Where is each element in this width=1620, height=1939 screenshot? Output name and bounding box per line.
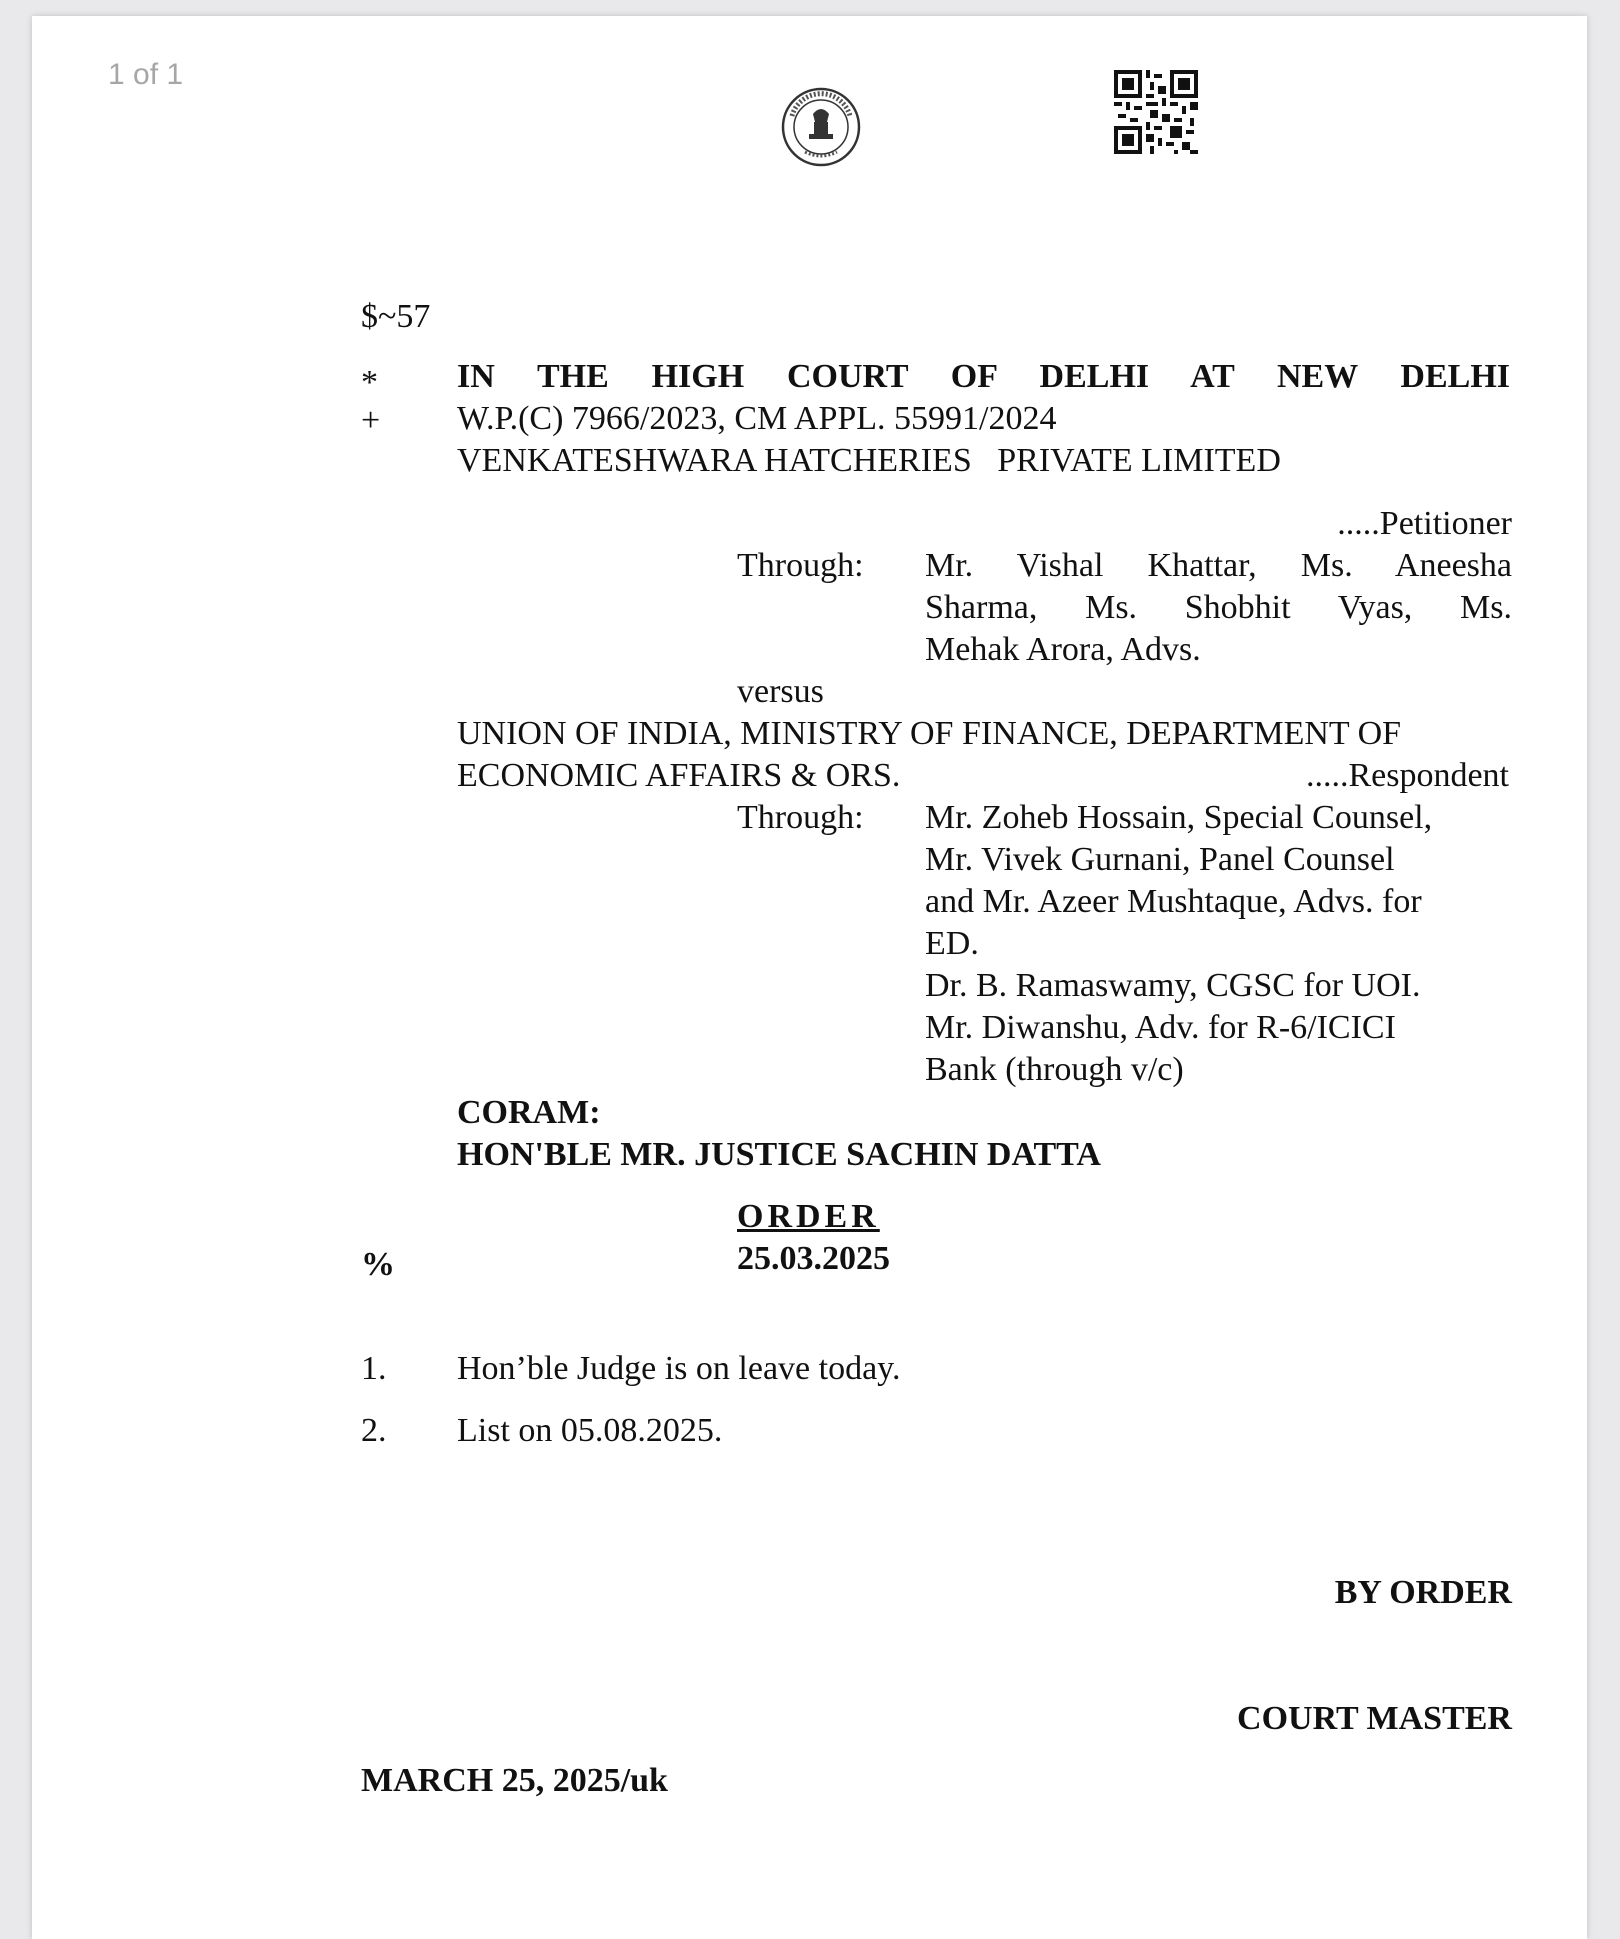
- respondent-counsel-line: Mr. Diwanshu, Adv. for R-6/ICICI: [925, 1009, 1396, 1046]
- percent-marker: %: [361, 1246, 395, 1283]
- paragraph-text: Hon’ble Judge is on leave today.: [457, 1350, 901, 1387]
- paragraph-number: 2.: [361, 1412, 387, 1449]
- versus-text: versus: [737, 673, 824, 710]
- petitioner-counsel-line: Sharma, Ms. Shobhit Vyas, Ms.: [925, 589, 1512, 626]
- court-master-signoff: COURT MASTER: [1237, 1700, 1512, 1737]
- item-number: $~57: [361, 298, 431, 335]
- respondent-role: .....Respondent: [1305, 757, 1509, 794]
- coram-label: CORAM:: [457, 1094, 601, 1131]
- through-label-respondent: Through:: [737, 799, 864, 836]
- star-marker: *: [361, 364, 378, 401]
- petitioner-counsel-line: Mr. Vishal Khattar, Ms. Aneesha: [925, 547, 1512, 584]
- respondent-counsel-line: and Mr. Azeer Mushtaque, Advs. for: [925, 883, 1422, 920]
- paragraph-text: List on 05.08.2025.: [457, 1412, 723, 1449]
- respondent-counsel-line: Mr. Vivek Gurnani, Panel Counsel: [925, 841, 1395, 878]
- petitioner-name: VENKATESHWARA HATCHERIES PRIVATE LIMITED: [457, 442, 1281, 479]
- respondent-counsel-line: Mr. Zoheb Hossain, Special Counsel,: [925, 799, 1433, 836]
- petitioner-counsel-line: Mehak Arora, Advs.: [925, 631, 1201, 668]
- case-number: W.P.(C) 7966/2023, CM APPL. 55991/2024: [457, 400, 1057, 437]
- order-date: 25.03.2025: [737, 1240, 890, 1277]
- respondent-counsel-line: Dr. B. Ramaswamy, CGSC for UOI.: [925, 967, 1421, 1004]
- respondent-counsel-line: ED.: [925, 925, 979, 962]
- qr-code-icon: [1114, 70, 1198, 154]
- page-indicator: 1 of 1: [108, 58, 184, 91]
- petitioner-role: .....Petitioner: [1337, 505, 1512, 542]
- footer-date: MARCH 25, 2025/uk: [361, 1762, 668, 1799]
- judge-name: HON'BLE MR. JUSTICE SACHIN DATTA: [457, 1136, 1101, 1173]
- through-label-petitioner: Through:: [737, 547, 864, 584]
- order-title: ORDER: [737, 1198, 880, 1235]
- court-emblem-icon: [780, 86, 862, 168]
- plus-marker: +: [361, 402, 381, 439]
- court-heading: IN THE HIGH COURT OF DELHI AT NEW DELHI: [457, 358, 1510, 395]
- respondent-name-line: ECONOMIC AFFAIRS & ORS.: [457, 757, 901, 794]
- by-order-signoff: BY ORDER: [1334, 1574, 1512, 1611]
- document-page: [32, 16, 1587, 1939]
- respondent-name-line: UNION OF INDIA, MINISTRY OF FINANCE, DEPARTMENT OF: [457, 715, 1402, 752]
- paragraph-number: 1.: [361, 1350, 387, 1387]
- respondent-counsel-line: Bank (through v/c): [925, 1051, 1184, 1088]
